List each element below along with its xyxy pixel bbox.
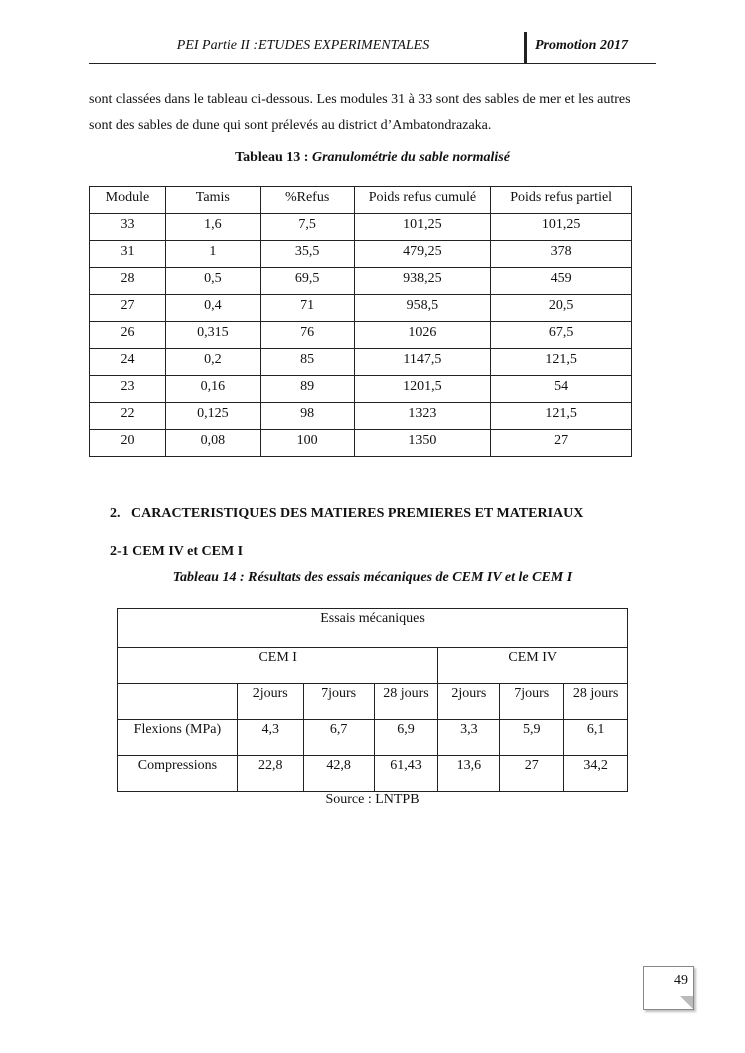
column-header: 7jours (303, 684, 374, 720)
column-header: 7jours (500, 684, 564, 720)
table-header-row (90, 187, 632, 214)
table-cell: 0,16 (165, 376, 260, 403)
table-cell: 938,25 (354, 268, 491, 295)
table-cell: 6,7 (303, 720, 374, 756)
table-cell: 4,3 (237, 720, 303, 756)
table-row (90, 430, 632, 457)
row-label: Flexions (MPa) (118, 720, 238, 756)
table-row (90, 349, 632, 376)
table-cell: 22 (90, 403, 166, 430)
table-cell: 76 (260, 322, 354, 349)
table-cell: 378 (491, 241, 632, 268)
cem4-group-header: CEM IV (438, 648, 628, 684)
table-cell: 3,3 (438, 720, 500, 756)
table-cell: 67,5 (491, 322, 632, 349)
intro-line-2: sont des sables de dune qui sont prélevés au district d’Ambatondrazaka. (89, 118, 492, 133)
table-cell: 54 (491, 376, 632, 403)
table-cell: 1323 (354, 403, 491, 430)
table-cell: 1350 (354, 430, 491, 457)
header-promotion: Promotion 2017 (535, 38, 628, 53)
subsection-heading: 2-1 CEM IV et CEM I (110, 544, 244, 559)
table-cell: 22,8 (237, 756, 303, 792)
table-header-row (118, 648, 628, 684)
page-fold-corner (680, 996, 693, 1009)
table-cell: 7,5 (260, 214, 354, 241)
table-cell: 42,8 (303, 756, 374, 792)
table-cell: 479,25 (354, 241, 491, 268)
table-cell: 0,2 (165, 349, 260, 376)
table13-caption-title: Granulométrie du sable normalisé (311, 150, 510, 165)
cem1-group-header: CEM I (118, 648, 438, 684)
table-cell: 5,9 (500, 720, 564, 756)
table-cell: 0,08 (165, 430, 260, 457)
table-cell: 89 (260, 376, 354, 403)
table-cell: 27 (491, 430, 632, 457)
mechanical-tests-table (117, 608, 628, 792)
table-cell: 1 (165, 241, 260, 268)
table-cell: 61,43 (374, 756, 438, 792)
table-cell: 20,5 (491, 295, 632, 322)
table-row (90, 322, 632, 349)
table-cell: 27 (90, 295, 166, 322)
header-rule (89, 63, 656, 64)
table-cell: 100 (260, 430, 354, 457)
column-header: 28 jours (374, 684, 438, 720)
table-cell: 121,5 (491, 403, 632, 430)
table-cell: 34,2 (564, 756, 628, 792)
section-heading: 2. CARACTERISTIQUES DES MATIERES PREMIERES ET MATERIAUX (110, 506, 584, 521)
table-cell: 35,5 (260, 241, 354, 268)
table13-caption-label: Tableau 13 : (235, 150, 312, 165)
empty-header-cell (118, 684, 238, 720)
table-cell: 13,6 (438, 756, 500, 792)
table-cell: 6,9 (374, 720, 438, 756)
granulometry-table (89, 186, 632, 457)
table-cell: 20 (90, 430, 166, 457)
table-cell: 121,5 (491, 349, 632, 376)
table-cell: 1026 (354, 322, 491, 349)
header-title: PEI Partie II :ETUDES EXPERIMENTALES (176, 38, 430, 53)
column-header: 28 jours (564, 684, 628, 720)
page-number-box (643, 966, 694, 1010)
table-cell: 71 (260, 295, 354, 322)
table-row (90, 376, 632, 403)
table-row (90, 268, 632, 295)
row-label: Compressions (118, 756, 238, 792)
table-cell: 6,1 (564, 720, 628, 756)
table-cell: 26 (90, 322, 166, 349)
table-header-row (118, 609, 628, 648)
table14-source: Source : LNTPB (325, 792, 420, 807)
column-header: Module (90, 187, 166, 214)
column-header: Tamis (165, 187, 260, 214)
table-cell: 459 (491, 268, 632, 295)
table-cell: 69,5 (260, 268, 354, 295)
table-cell: 0,125 (165, 403, 260, 430)
table-cell: 1201,5 (354, 376, 491, 403)
table-row (118, 756, 628, 792)
table-cell: 23 (90, 376, 166, 403)
table-cell: 1,6 (165, 214, 260, 241)
column-header: %Refus (260, 187, 354, 214)
table-cell: 101,25 (491, 214, 632, 241)
table-cell: 0,5 (165, 268, 260, 295)
page-number: 49 (674, 973, 688, 988)
table-cell: 0,315 (165, 322, 260, 349)
intro-paragraph (89, 87, 659, 139)
table-cell: 101,25 (354, 214, 491, 241)
table-row (90, 403, 632, 430)
table14-caption: Tableau 14 : Résultats des essais mécaniques de CEM IV et le CEM I (172, 570, 573, 585)
table-row (118, 720, 628, 756)
table-cell: 98 (260, 403, 354, 430)
table-row (90, 214, 632, 241)
column-header: Poids refus partiel (491, 187, 632, 214)
intro-line-1: sont classées dans le tableau ci-dessous. Les modules 31 à 33 sont des sables de mer et les autres (89, 92, 631, 107)
table-cell: 24 (90, 349, 166, 376)
table-cell: 33 (90, 214, 166, 241)
table-row (90, 241, 632, 268)
column-header: 2jours (237, 684, 303, 720)
table-cell: 27 (500, 756, 564, 792)
table-group-header: Essais mécaniques (118, 609, 628, 648)
header-separator (524, 32, 527, 64)
table-header-row (118, 684, 628, 720)
table-row (90, 295, 632, 322)
table-cell: 1147,5 (354, 349, 491, 376)
table13-caption (89, 150, 656, 166)
column-header: Poids refus cumulé (354, 187, 491, 214)
table-cell: 958,5 (354, 295, 491, 322)
table-cell: 0,4 (165, 295, 260, 322)
table-cell: 85 (260, 349, 354, 376)
table-cell: 28 (90, 268, 166, 295)
column-header: 2jours (438, 684, 500, 720)
table-cell: 31 (90, 241, 166, 268)
